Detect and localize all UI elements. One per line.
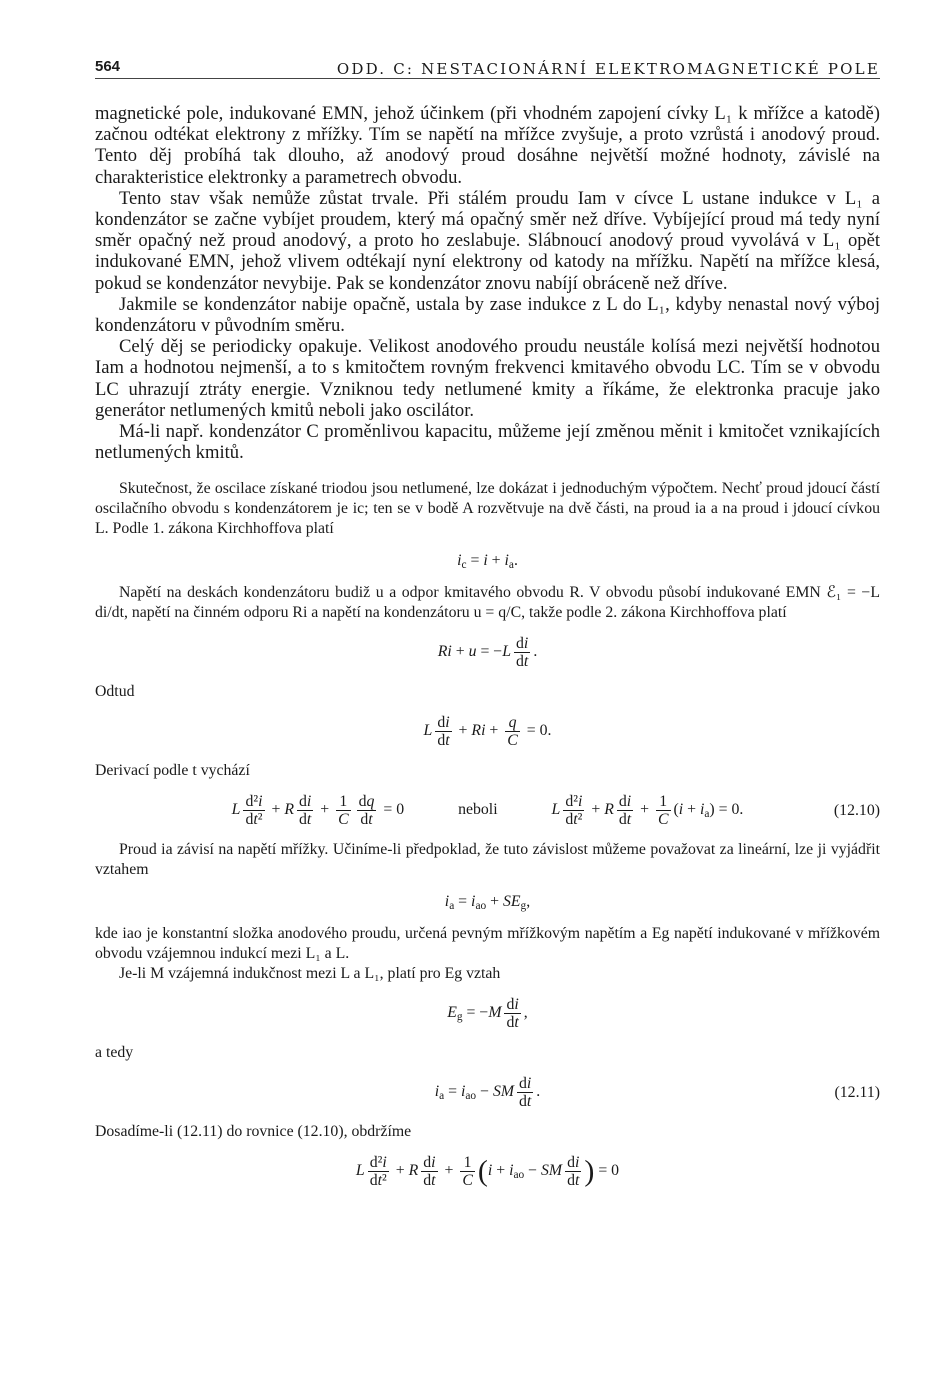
- derivation-text-8: a tedy: [95, 1044, 134, 1062]
- equation-12-11: $i_a = i_{ao}$ − SM $\frac{di}{dt}$ . (12.11): [434, 1075, 880, 1111]
- paragraph-1: magnetické pole, indukované EMN, jehož účinkem (při vhodném zapojení cívky L₁ k mřížce a katodě) začnou odtékat elektrony z mřížky. Tím se napětí na mřížce zvyšuje, a proto vzrůstá i anodový proud. Tento děj probíhá tak dlouho, až anodový proud dosáhne největší možné hodnoty, závislé na charakteristice elektronky a parametrech obvodu.: [95, 103, 880, 188]
- derivation-section: [95, 479, 880, 1189]
- derivation-text-7: Je-li M vzájemná indukčnost mezi L a L₁, platí pro Eg vztah: [119, 965, 501, 983]
- paragraph-5: Má-li např. kondenzátor C proměnlivou kapacitu, můžeme její změnou měnit i kmitočet vznikajících netlumených kmitů.: [95, 421, 880, 464]
- equation-eg: $E_g = -M$ $\frac{di}{dt}$ ,: [447, 996, 528, 1032]
- derivation-text-5: Proud ia závisí na napětí mřížky. Učiníme-li předpoklad, že tuto závislost můžeme považovat za lineární, lze ji vyjádřit vztahem: [95, 841, 880, 879]
- equation-kirchhoff-1: $i_c = i + i_a$.: [457, 552, 518, 572]
- derivation-text-3: Odtud: [95, 683, 135, 701]
- paragraph-2: Tento stav však nemůže zůstat trvale. Při stálém proudu Iam v cívce L ustane indukce v L₁ a kondenzátor se začne vybíjet proudem, který má opačný směr než dříve. Vybíjející proud má tedy nyní směr opačný než proud anodový, a proto ho zeslabuje. Slábnoucí anodový proud vyvolává v L₁ opět indukované EMN, jehož vlivem odtékají nyní elektrony od katody na mřížku. Napětí na mřížce klesá, pokud se kondenzátor nevybije. Pak se kondenzátor znovu nabíjí obráceně než dříve.: [95, 187, 880, 294]
- equation-kirchhoff-2: Ri + u = −L $\frac{di}{dt}$ .: [437, 635, 538, 671]
- equation-number-12-11: (12.11): [834, 1083, 880, 1101]
- paragraph-3: Jakmile se kondenzátor nabije opačně, ustala by zase indukce z L do L₁, kdyby nenastal nový výboj kondenzátoru v původním směru.: [95, 293, 880, 337]
- page-number: 564: [95, 58, 121, 75]
- book-page: [95, 52, 880, 1201]
- equation-linear-ia: $i_a = i_{ao} + SE_g$,: [444, 893, 531, 913]
- equation-odtud: L $\frac{di}{dt}$ + Ri + $\frac{q}{C}$ = 0.: [423, 714, 552, 750]
- equation-final: L $\frac{\text{d²i}}{\text{dt²}}$ + R $\frac{di}{dt}$ + $\frac{1}{C}$ ($i + i_{ao}$ − SM $\frac{di}{dt}$ ) = 0: [355, 1154, 620, 1190]
- running-header: [95, 52, 880, 79]
- derivation-text-2: Napětí na deskách kondenzátoru budiž u a odpor kmitavého obvodu R. V obvodu působí indukované EMN ℰ₁ = −L di/dt, napětí na činném odporu Ri a napětí na kondenzátoru u = q/C, takže podle 2. zákona Kirchhoffova platí: [95, 584, 880, 622]
- equation-number-12-10: (12.10): [833, 801, 880, 819]
- conjunction-neboli: neboli: [458, 801, 498, 819]
- derivation-text-6: kde iao je konstantní složka anodového proudu, určená pevným mřížkovým napětím a Eg napětí indukované v mřížkovém obvodu vzájemnou indukcí mezi L₁ a L.: [95, 925, 880, 963]
- derivation-text-1: Skutečnost, že oscilace získané triodou jsou netlumené, lze dokázat i jednoduchým výpočtem. Nechť proud jdoucí částí oscilačního obvodu s kondenzátorem je ic; ten se v bodě A rozvětvuje na dvě části, na proud ia a na proud i jdoucí cívkou L. Podle 1. zákona Kirchhoffova platí: [95, 480, 880, 538]
- paragraph-4: Celý děj se periodicky opakuje. Velikost anodového proudu neustále kolísá mezi největší hodnotou Iam a hodnotou nejmenší, a to s kmitočtem rovným frekvenci kmitavého obvodu LC. Tím se v obvodu LC uhrazují ztráty energie. Vzniknou tedy netlumené kmity a říkáme, že elektronka pracuje jako generátor netlumených kmitů neboli jako oscilátor.: [95, 336, 880, 421]
- equation-12-10: L $\frac{\text{d²i}}{\text{dt²}}$ + R $\frac{di}{dt}$ + $\frac{1}{C}$ $\frac{dq}{dt}$ = 0 neboli L $\frac{\text{d²i}}{\text{dt²}}$ + R $\frac{di}{dt}$ + $\frac{1}{C}$ $(i + i_a) = 0$. (12.10): [231, 793, 880, 829]
- derivation-text-4: Derivací podle t vychází: [95, 762, 250, 780]
- derivation-text-9: Dosadíme-li (12.11) do rovnice (12.10), obdržíme: [95, 1123, 412, 1141]
- running-title: ODD. C: NESTACIONÁRNÍ ELEKTROMAGNETICKÉ POLE: [336, 60, 880, 78]
- main-text: [95, 103, 880, 463]
